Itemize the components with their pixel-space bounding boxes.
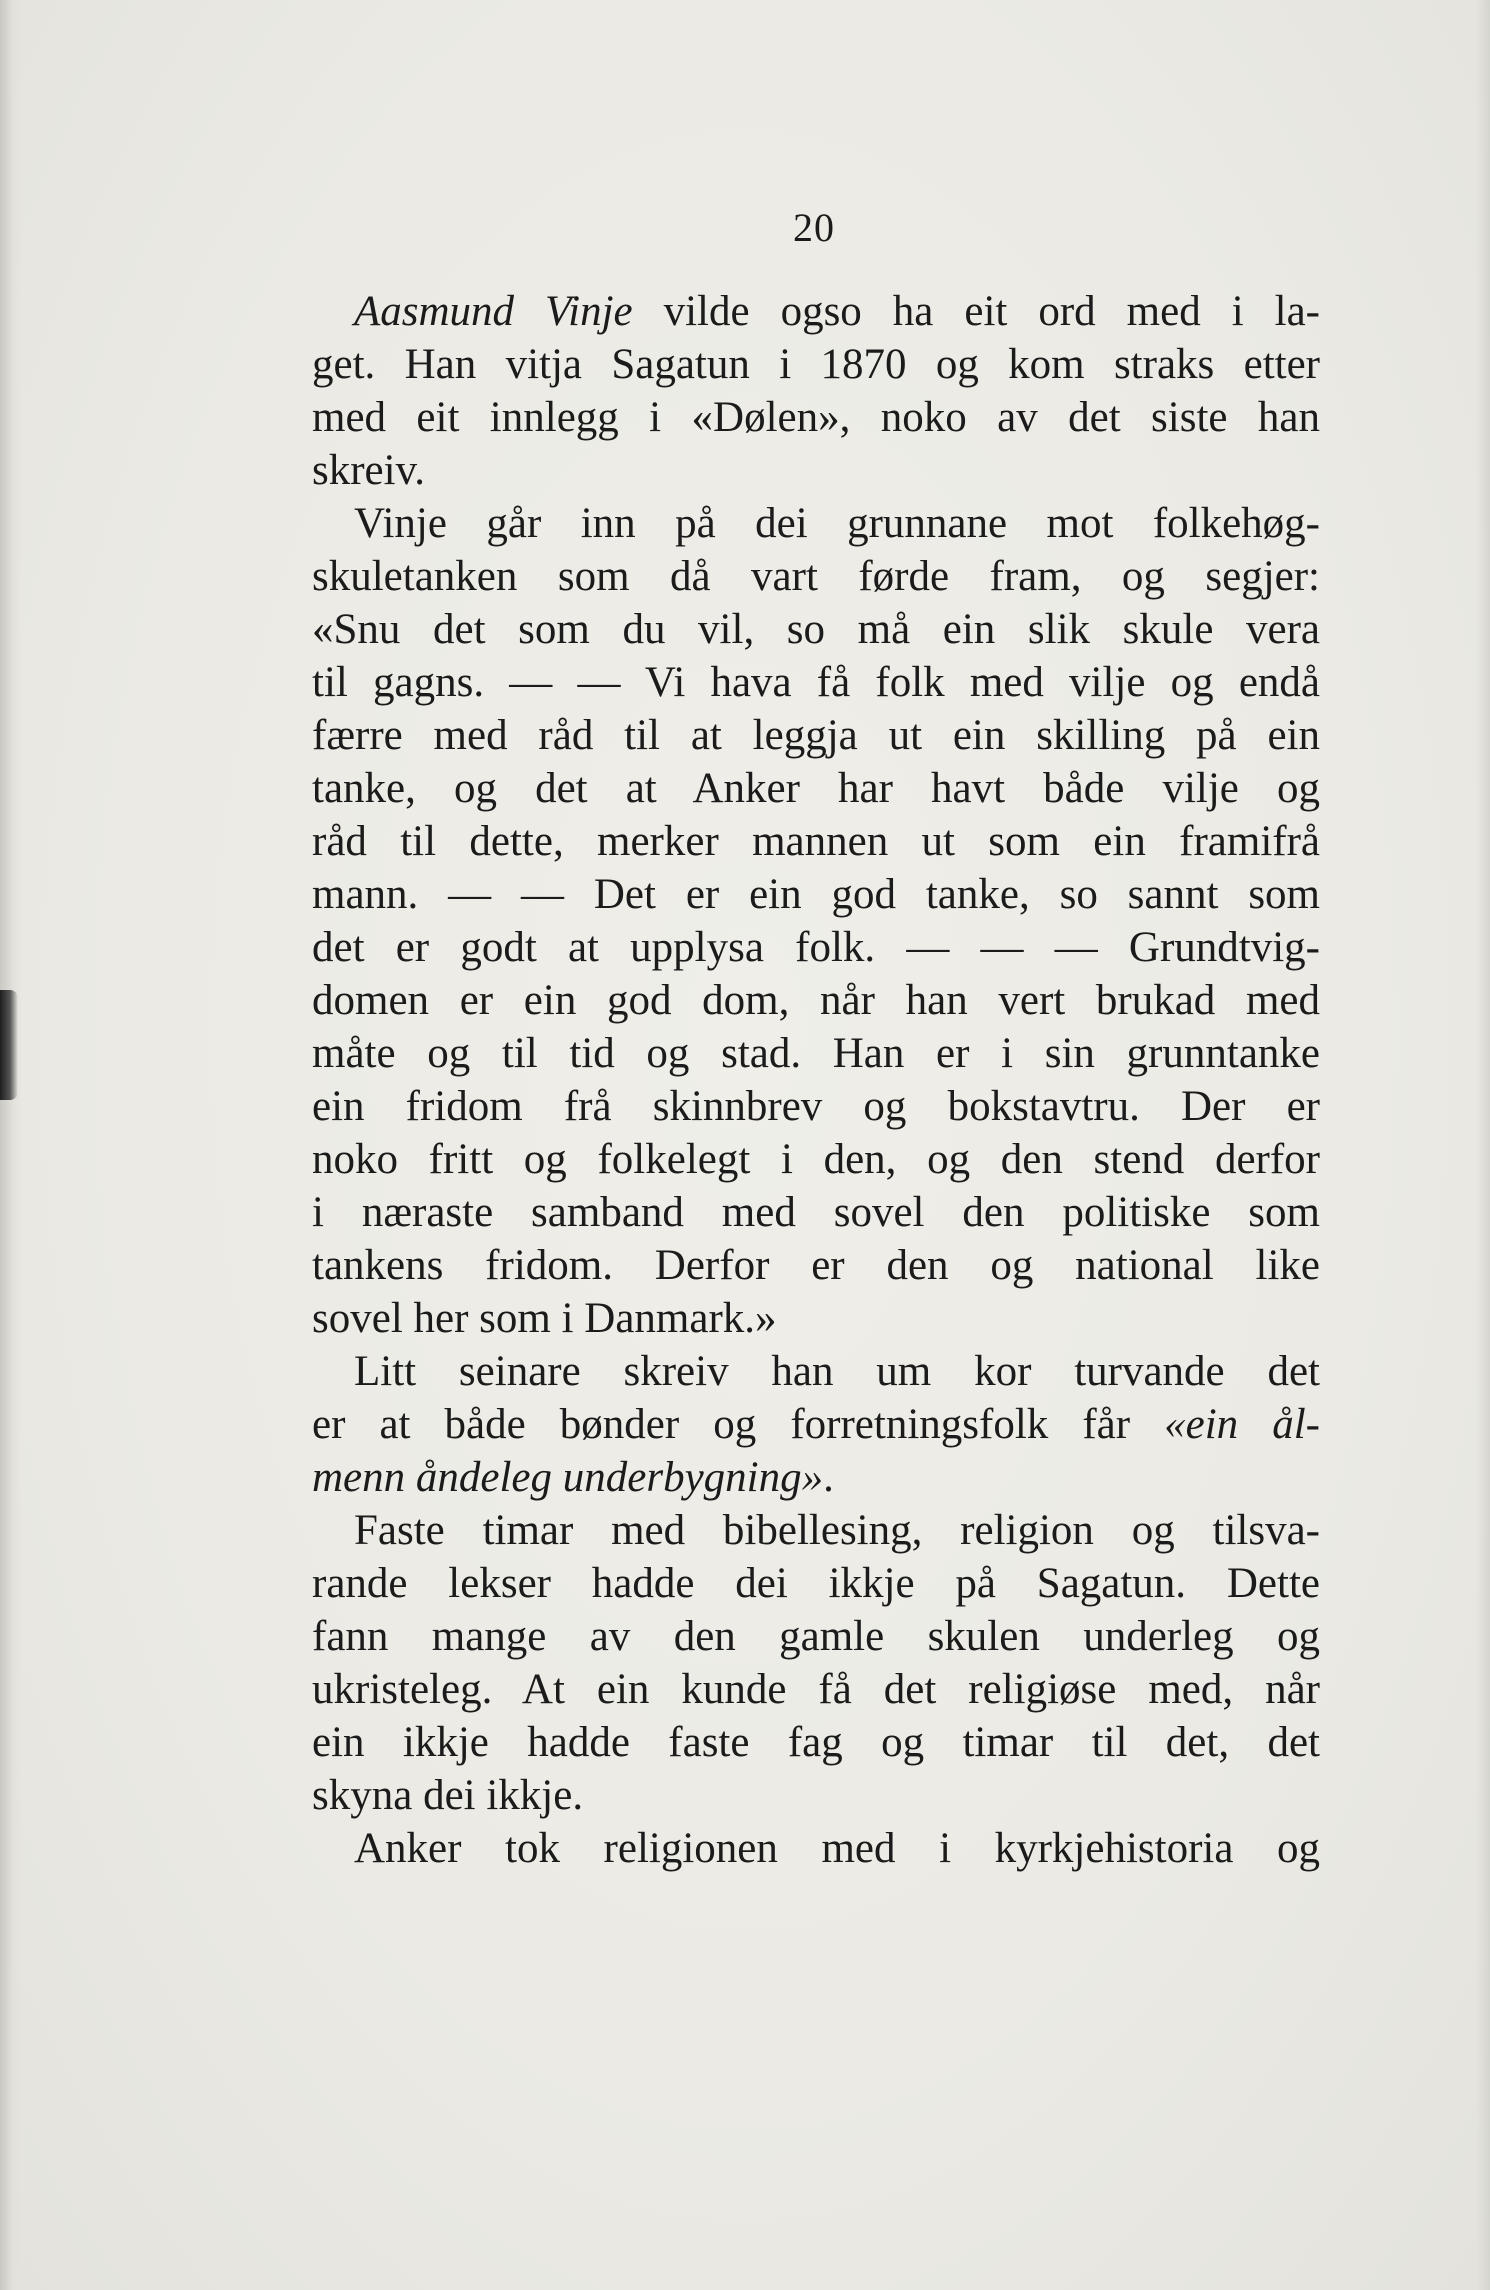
text-line (312, 1345, 1320, 1398)
text-segment: Faste timar med bibellesing, religion og tilsva- (354, 1507, 1320, 1554)
text-segment: Anker tok religionen med i kyrkjehistoria og (354, 1825, 1320, 1872)
text-line (312, 1027, 1320, 1080)
text-segment: til gagns. — — Vi hava få folk med vilje og endå (312, 659, 1320, 706)
text-line (312, 709, 1320, 762)
text-line (312, 1716, 1320, 1769)
text-line (312, 1557, 1320, 1610)
text-line (312, 921, 1320, 974)
text-line (312, 974, 1320, 1027)
text-segment: mann. — — Det er ein god tanke, so sannt som (312, 871, 1320, 918)
text-line (312, 656, 1320, 709)
text-segment: skreiv. (312, 447, 426, 494)
text-line (312, 1292, 1320, 1345)
text-segment: råd til dette, merker mannen ut som ein framifrå (312, 818, 1320, 865)
text-line (312, 1186, 1320, 1239)
text-line (312, 815, 1320, 868)
text-segment: noko fritt og folkelegt i den, og den stend derfor (312, 1136, 1320, 1183)
text-segment: er at både bønder og forretningsfolk får (312, 1401, 1165, 1448)
text-segment: med eit innlegg i «Dølen», noko av det siste han (312, 394, 1320, 441)
text-segment: ein ikkje hadde faste fag og timar til det, det (312, 1719, 1320, 1766)
text-line (312, 338, 1320, 391)
text-line (312, 1663, 1320, 1716)
page-number: 20 (793, 205, 835, 250)
text-line (312, 391, 1320, 444)
text-segment: . (823, 1454, 834, 1501)
text-segment: sovel her som i Danmark.» (312, 1295, 777, 1342)
text-line (312, 1769, 1320, 1822)
text-line (312, 1610, 1320, 1663)
text-segment: måte og til tid og stad. Han er i sin grunntanke (312, 1030, 1320, 1077)
text-segment: Litt seinare skreiv han um kor turvande det (354, 1348, 1320, 1395)
text-segment: det er godt at upplysa folk. — — — Grundtvig- (312, 924, 1320, 971)
text-line (312, 285, 1320, 338)
text-segment: vilde ogso ha eit ord med i la- (632, 288, 1320, 335)
text-segment: «Snu det som du vil, so må ein slik skule vera (312, 606, 1320, 653)
text-segment: færre med råd til at leggja ut ein skilling på ein (312, 712, 1320, 759)
italic-text-segment: «ein ål- (1164, 1401, 1320, 1448)
text-line (312, 1080, 1320, 1133)
text-segment: fann mange av den gamle skulen underleg og (312, 1613, 1320, 1660)
text-line (312, 497, 1320, 550)
text-line (312, 603, 1320, 656)
text-line (312, 1398, 1320, 1451)
text-segment: skuletanken som då vart førde fram, og segjer: (312, 553, 1320, 600)
text-line (312, 1504, 1320, 1557)
text-segment: tanke, og det at Anker har havt både vilje og (312, 765, 1320, 812)
text-line (312, 1451, 1320, 1504)
text-line (312, 1133, 1320, 1186)
text-segment: i næraste samband med sovel den politiske som (312, 1189, 1320, 1236)
text-segment: skyna dei ikkje. (312, 1772, 584, 1819)
text-segment: Vinje går inn på dei grunnane mot folkehøg- (354, 500, 1320, 547)
text-segment: tankens fridom. Derfor er den og national like (312, 1242, 1320, 1289)
text-line (312, 868, 1320, 921)
binding-mark (0, 990, 18, 1100)
text-line (312, 1822, 1320, 1875)
text-segment: ein fridom frå skinnbrev og bokstavtru. Der er (312, 1083, 1320, 1130)
body-text (312, 285, 1320, 1875)
page-edge-shadow-right (1476, 0, 1490, 2290)
text-line (312, 444, 1320, 497)
text-line (312, 762, 1320, 815)
text-line (312, 1239, 1320, 1292)
text-segment: ukristeleg. At ein kunde få det religiøse med, når (312, 1666, 1320, 1713)
page-edge-shadow-left (0, 0, 22, 2290)
italic-text-segment: menn åndeleg underbygning» (312, 1454, 824, 1501)
text-segment: get. Han vitja Sagatun i 1870 og kom straks etter (312, 341, 1320, 388)
text-line (312, 550, 1320, 603)
italic-text-segment: Aasmund Vinje (354, 288, 633, 335)
text-segment: rande lekser hadde dei ikkje på Sagatun. Dette (312, 1560, 1320, 1607)
text-segment: domen er ein god dom, når han vert brukad med (312, 977, 1320, 1024)
